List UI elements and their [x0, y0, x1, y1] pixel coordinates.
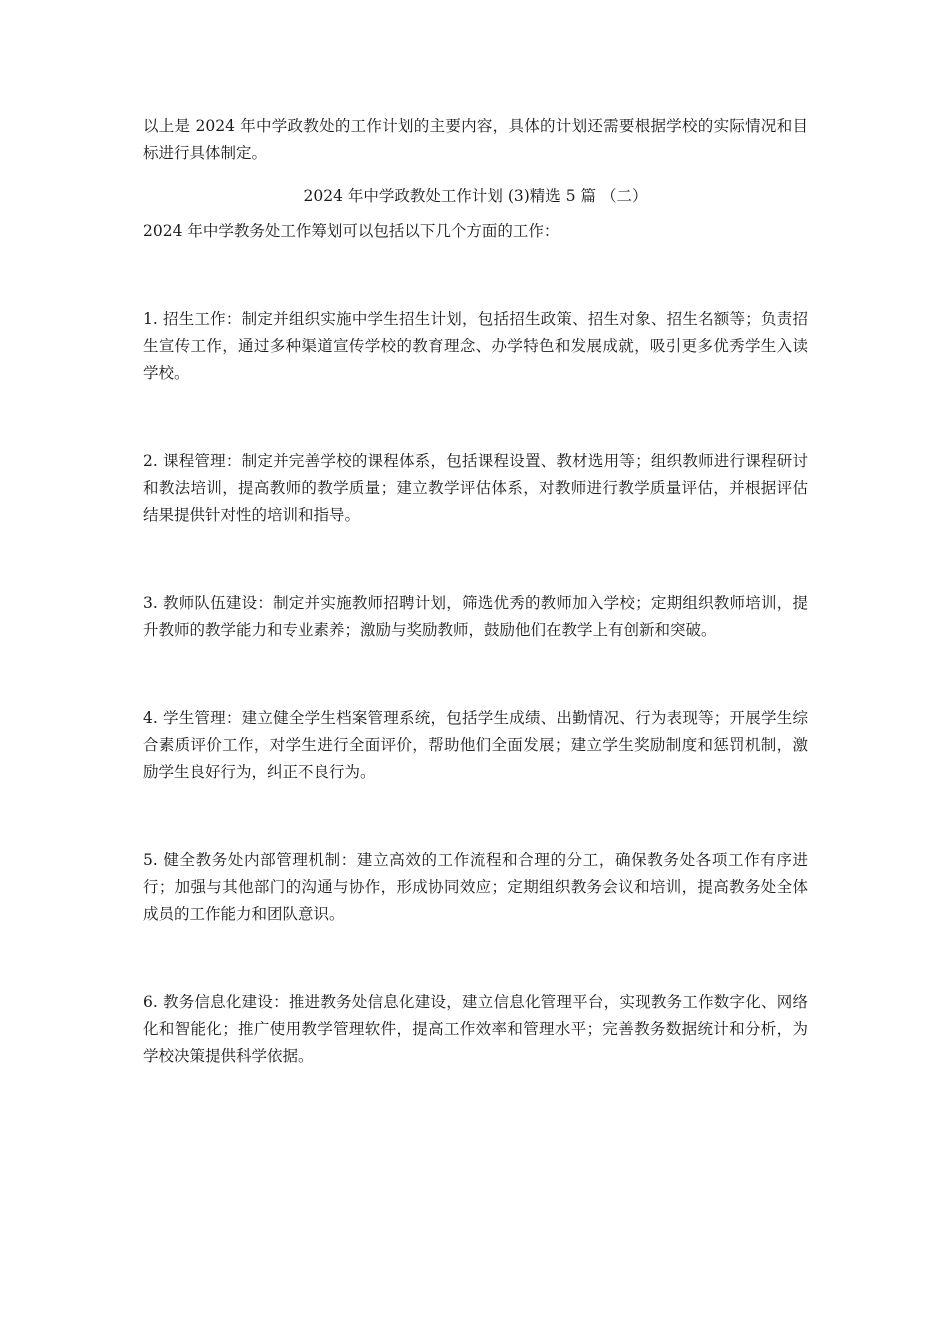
list-item-enrollment: 1. 招生工作：制定并组织实施中学生招生计划，包括招生政策、招生对象、招生名额等；负责招生宣传工作，通过多种渠道宣传学校的教育理念、办学特色和发展成就，吸引更多优秀学生入读学校。	[143, 310, 808, 382]
lead-paragraph: 2024 年中学教务处工作筹划可以包括以下几个方面的工作：	[143, 222, 560, 240]
list-item-internal-management: 5. 健全教务处内部管理机制：建立高效的工作流程和合理的分工，确保教务处各项工作有序进行；加强与其他部门的沟通与协作，形成协同效应；定期组织教务会议和培训，提高教务处全体成员的工作能力和团队意识。	[143, 851, 808, 923]
intro-paragraph: 以上是 2024 年中学政教处的工作计划的主要内容，具体的计划还需要根据学校的实际情况和目标进行具体制定。	[143, 117, 808, 162]
list-item-curriculum: 2. 课程管理：制定并完善学校的课程体系，包括课程设置、教材选用等；组织教师进行课程研讨和教法培训，提高教师的教学质量；建立教学评估体系，对教师进行教学质量评估，并根据评估结果提供针对性的培训和指导。	[143, 452, 808, 524]
list-item-students: 4. 学生管理：建立健全学生档案管理系统，包括学生成绩、出勤情况、行为表现等；开展学生综合素质评价工作，对学生进行全面评价，帮助他们全面发展；建立学生奖励制度和惩罚机制，激励学生良好行为，纠正不良行为。	[143, 709, 808, 781]
document-body	[143, 113, 808, 1131]
list-item-teachers: 3. 教师队伍建设：制定并实施教师招聘计划，筛选优秀的教师加入学校；定期组织教师培训，提升教师的教学能力和专业素养；激励与奖励教师，鼓励他们在教学上有创新和突破。	[143, 594, 808, 639]
section-heading: 2024 年中学政教处工作计划 (3)精选 5 篇 （二）	[303, 187, 648, 205]
list-item-informatization: 6. 教务信息化建设：推进教务处信息化建设，建立信息化管理平台，实现教务工作数字化、网络化和智能化；推广使用教学管理软件，提高工作效率和管理水平；完善教务数据统计和分析，为学校决策提供科学依据。	[143, 993, 808, 1065]
